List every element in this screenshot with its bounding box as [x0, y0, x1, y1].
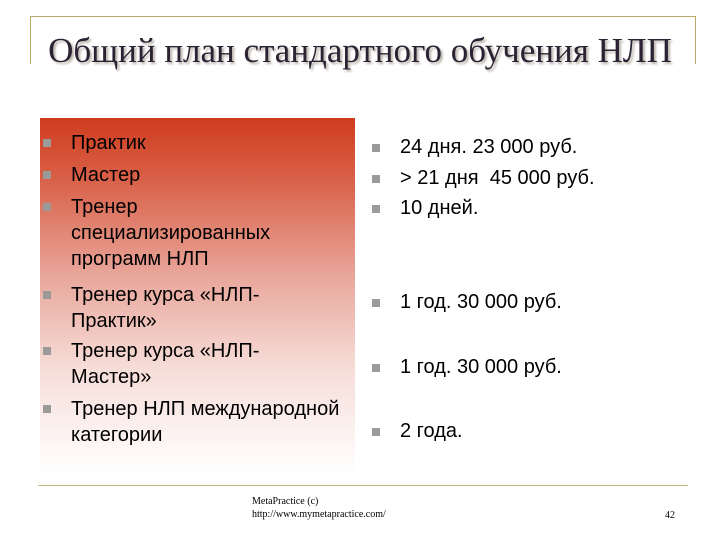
square-bullet-icon: [372, 144, 380, 152]
square-bullet-icon: [372, 364, 380, 372]
square-bullet-icon: [372, 428, 380, 436]
frame-left-line: [30, 16, 31, 64]
slide-title: Общий план стандартного обучения НЛП: [48, 31, 672, 70]
list-item-practitioner: Практик: [71, 132, 146, 154]
square-bullet-icon: [43, 203, 51, 211]
list-item-trainer-special: Тренер специализированных программ НЛП: [71, 196, 271, 270]
price-item-practitioner: 24 дня. 23 000 руб.: [400, 136, 578, 158]
square-bullet-icon: [372, 175, 380, 183]
page-number: 42: [665, 510, 675, 521]
price-item-trainer-practitioner: 1 год. 30 000 руб.: [400, 291, 562, 313]
list-item-trainer-master: Тренер курса «НЛП-Мастер»: [71, 340, 260, 388]
price-item-trainer-special: 10 дней.: [400, 197, 479, 219]
square-bullet-icon: [43, 347, 51, 355]
frame-right-line: [695, 16, 696, 64]
square-bullet-icon: [372, 205, 380, 213]
list-item-trainer-practitioner: Тренер курса «НЛП-Практик»: [71, 284, 260, 332]
price-item-master: > 21 дня 45 000 руб.: [400, 167, 595, 189]
price-item-trainer-master: 1 год. 30 000 руб.: [400, 356, 562, 378]
price-item-trainer-international: 2 года.: [400, 420, 463, 442]
square-bullet-icon: [43, 139, 51, 147]
list-item-trainer-international: Тренер НЛП международной категории: [71, 398, 340, 446]
frame-top-line: [30, 16, 695, 17]
footer-divider: [38, 485, 688, 486]
square-bullet-icon: [43, 291, 51, 299]
square-bullet-icon: [43, 171, 51, 179]
square-bullet-icon: [372, 299, 380, 307]
footer-copyright: MetaPractice (c): [252, 496, 319, 507]
square-bullet-icon: [43, 405, 51, 413]
list-item-master: Мастер: [71, 164, 141, 186]
footer-url[interactable]: http://www.mymetapractice.com/: [252, 509, 386, 520]
footer-credits: [252, 495, 386, 521]
